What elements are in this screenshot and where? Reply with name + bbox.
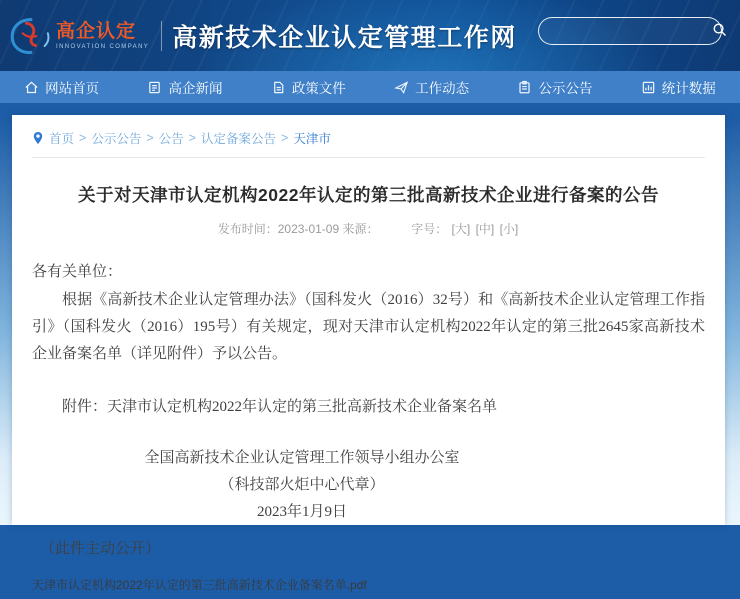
breadcrumb-filing-notice[interactable]: 认定备案公告 (200, 132, 276, 146)
logo-icon (8, 15, 52, 57)
font-size-large-button[interactable]: [大] (451, 222, 471, 236)
home-icon (24, 80, 39, 95)
article-body (32, 259, 705, 599)
attachment-line: 附件：天津市认定机构2022年认定的第三批高新技术企业备案名单 (62, 399, 498, 415)
policy-icon (271, 80, 286, 95)
search-button[interactable] (712, 22, 736, 40)
breadcrumb-separator: > (79, 131, 87, 145)
search-box[interactable] (538, 17, 722, 45)
disclosure-note: （此件主动公开） (40, 541, 161, 557)
nav-item-label: 网站首页 (45, 81, 100, 96)
publish-time-label: 发布时间： (217, 222, 278, 236)
breadcrumb-home[interactable]: 首页 (49, 132, 75, 146)
attachment-pdf-link[interactable]: 天津市认定机构2022年认定的第三批高新技术企业备案名单.pdf (32, 578, 367, 592)
clipboard-icon (517, 80, 532, 95)
breadcrumb (32, 129, 705, 147)
source-label: 来源： (342, 222, 379, 236)
breadcrumb-separator: > (188, 131, 196, 145)
salutation: 各有关单位： (32, 264, 123, 280)
publish-date: 2023-01-09 (277, 222, 340, 236)
breadcrumb-separator: > (281, 131, 289, 145)
nav-item-label: 政策文件 (291, 81, 346, 96)
logo-en-text: INNOVATION COMPANY (56, 44, 150, 50)
location-pin-icon (32, 131, 44, 145)
breadcrumb-announcements[interactable]: 公示公告 (91, 132, 142, 146)
news-icon (147, 80, 162, 95)
nav-item-label: 统计数据 (661, 81, 716, 96)
signature-block (32, 445, 572, 526)
chart-icon (641, 80, 656, 95)
article-meta (32, 220, 705, 237)
breadcrumb-divider (32, 157, 705, 158)
nav-item-label: 高企新闻 (168, 81, 223, 96)
article-title: 关于对天津市认定机构2022年认定的第三批高新技术企业进行备案的公告 (78, 185, 659, 205)
logo-separator (161, 21, 162, 51)
content-card (12, 115, 725, 592)
nav-item-statistics[interactable] (641, 77, 716, 97)
breadcrumb-notice[interactable]: 公告 (158, 132, 184, 146)
body-paragraph: 根据《高新技术企业认定管理办法》（国科发火（2016）32号）和《高新技术企业认定管理工作指引》（国科发火（2016）195号）有关规定，现对天津市认定机构2022年认定的第三批2645家高新技术企业备案名单（详见附件）予以公告。 (32, 292, 705, 362)
paper-plane-icon (394, 80, 409, 95)
nav-item-news[interactable] (147, 77, 222, 97)
font-size-small-button[interactable]: [小] (499, 222, 519, 236)
font-size-label: 字号： (411, 222, 448, 236)
main-nav (0, 71, 740, 103)
site-header (0, 0, 740, 72)
site-title: 高新技术企业认定管理工作网 (172, 24, 517, 52)
nav-item-label: 工作动态 (415, 81, 470, 96)
nav-item-updates[interactable] (394, 77, 469, 97)
logo-text (56, 22, 149, 50)
search-icon (712, 22, 727, 40)
nav-item-home[interactable] (24, 77, 99, 97)
nav-item-label: 公示公告 (538, 81, 593, 96)
font-size-medium-button[interactable]: [中] (475, 222, 495, 236)
signature-agent: （科技部火炬中心代章） (219, 477, 385, 493)
logo-cn-text: 高企认定 (56, 21, 137, 42)
signature-date: 2023年1月9日 (256, 504, 347, 520)
breadcrumb-current-tianjin[interactable]: 天津市 (293, 132, 331, 146)
nav-item-policy[interactable] (271, 77, 346, 97)
signature-org: 全国高新技术企业认定管理工作领导小组办公室 (144, 450, 460, 466)
nav-item-announcements[interactable] (517, 77, 592, 97)
site-logo[interactable] (8, 15, 149, 57)
breadcrumb-separator: > (146, 131, 154, 145)
search-input[interactable] (539, 21, 712, 41)
